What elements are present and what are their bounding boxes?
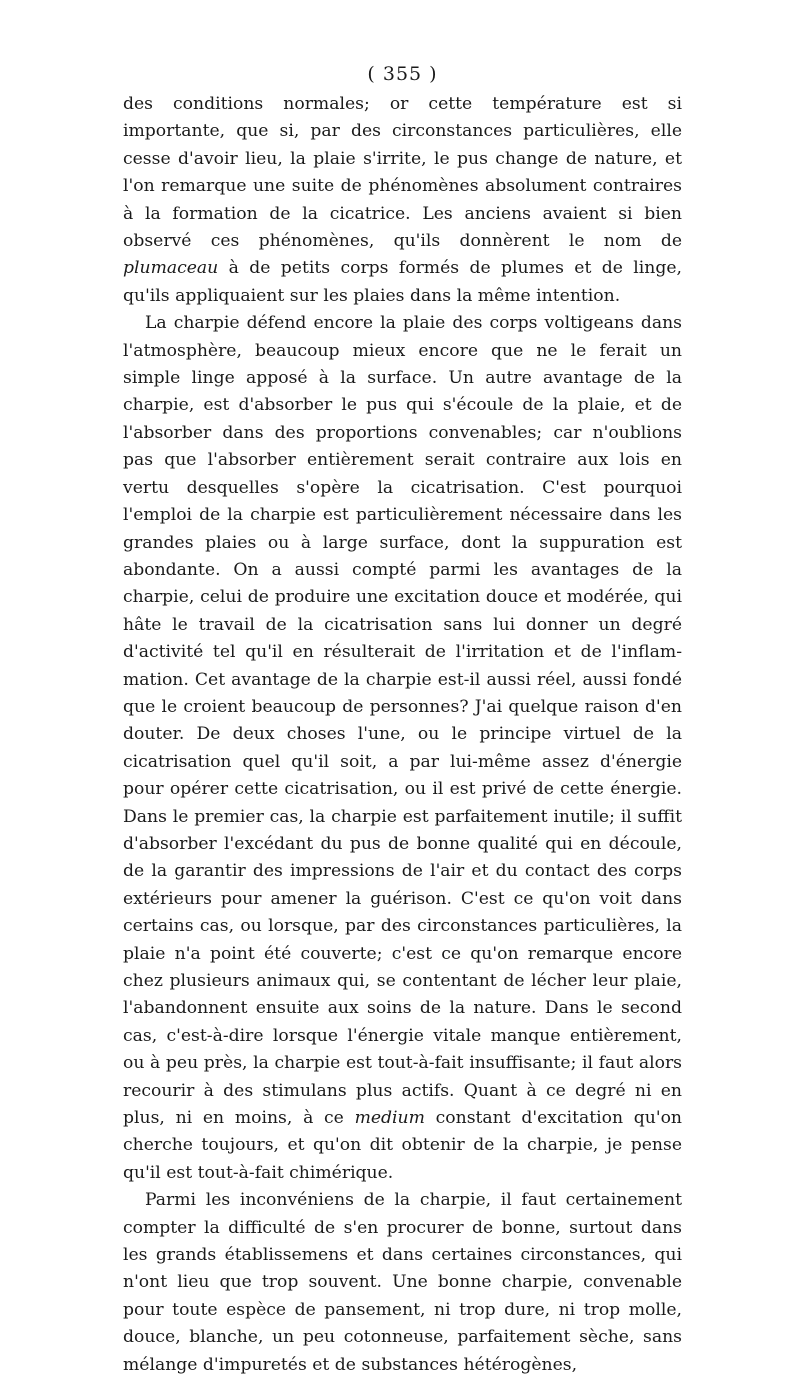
page-number: ( 355 ): [367, 63, 438, 85]
text-run: Parmi les inconvéniens de la charpie, il faut certainement compter la difficulté de s'en procurer de bonne, surtout dans les grands établissemens et dans certaines circonstances, qui n'ont lieu que trop souvent. Une bonne charpie, convenable pour toute espèce de pansement, ni trop dure, ni trop molle, douce, blanche, un peu cotonneuse, parfaitement sèche, sans mélange d'impuretés et de substances hétérogènes,: [123, 1190, 682, 1375]
italic-term: medium: [354, 1108, 425, 1129]
body-text: [123, 91, 682, 1379]
text-run: des conditions normales; or cette température est si importante, que si, par des circonstances particulières, elle cesse d'avoir lieu, la plaie s'irrite, le pus change de nature, et l'on remarque une suite de phénomènes absolument contraires à la formation de la cicatrice. Les anciens avaient si bien observé ces phénomènes, qu'ils donnèrent le nom de: [123, 94, 682, 252]
text-run: La charpie défend encore la plaie des corps voltigeans dans l'atmosphère, beaucoup mieux encore que ne le ferait un simple linge apposé à la surface. Un autre avantage de la charpie, est d'absorber le pus qui s'écoule de la plaie, et de l'absorber dans des proportions convenables; car n'oublions pas que l'absorber entièrement serait contraire aux lois en vertu desquelles s'opère la cicatrisation. C'est pourquoi l'emploi de la charpie est particulièrement nécessaire dans les grandes plaies ou à large surface, dont la suppuration est abondante. On a aussi compté parmi les avantages de la charpie, celui de produire une excitation douce et modérée, qui hâte le travail de la cicatrisation sans lui donner un degré d'activité tel qu'il en résulterait de l'irritation et de l'inflammation. Cet avantage de la charpie est-il aussi réel, aussi fondé que le croient beaucoup de personnes? J'ai quelque raison d'en douter. De deux choses l'une, ou le principe virtuel de la cicatrisation quel qu'il soit, a par lui-même assez d'énergie pour opérer cette cicatrisation, ou il est privé de cette énergie. Dans le premier cas, la charpie est parfaitement inutile; il suffit d'absorber l'excédant du pus de bonne qualité qui en découle, de la garantir des impressions de l'air et du contact des corps extérieurs pour amener la guérison. C'est ce qu'on voit dans certains cas, ou lorsque, par des circonstances particulières, la plaie n'a point été couverte; c'est ce qu'on remarque encore chez plusieurs animaux qui, se contentant de lécher leur plaie, l'abandonnent ensuite aux soins de la nature. Dans le second cas, c'est-à-dire lorsque l'énergie vitale manque entièrement, ou à peu près, la charpie est tout-à-fait insuffisante; il faut alors recourir à des stimulans plus actifs. Quant à ce degré ni en plus, ni en moins, à ce: [123, 313, 682, 1129]
text-run: constant d'excitation qu'on cherche toujours, et qu'on dit obtenir de la charpie, je pense qu'il est tout-à-fait chimérique.: [123, 1108, 683, 1183]
paragraph: [123, 91, 682, 310]
text-run: à de petits corps formés de plumes et de linge, qu'ils appliquaient sur les plaies dans la même intention.: [123, 258, 682, 306]
paragraph: [123, 310, 682, 1187]
italic-term: plumaceau: [123, 258, 219, 279]
paragraph: [123, 1187, 682, 1379]
